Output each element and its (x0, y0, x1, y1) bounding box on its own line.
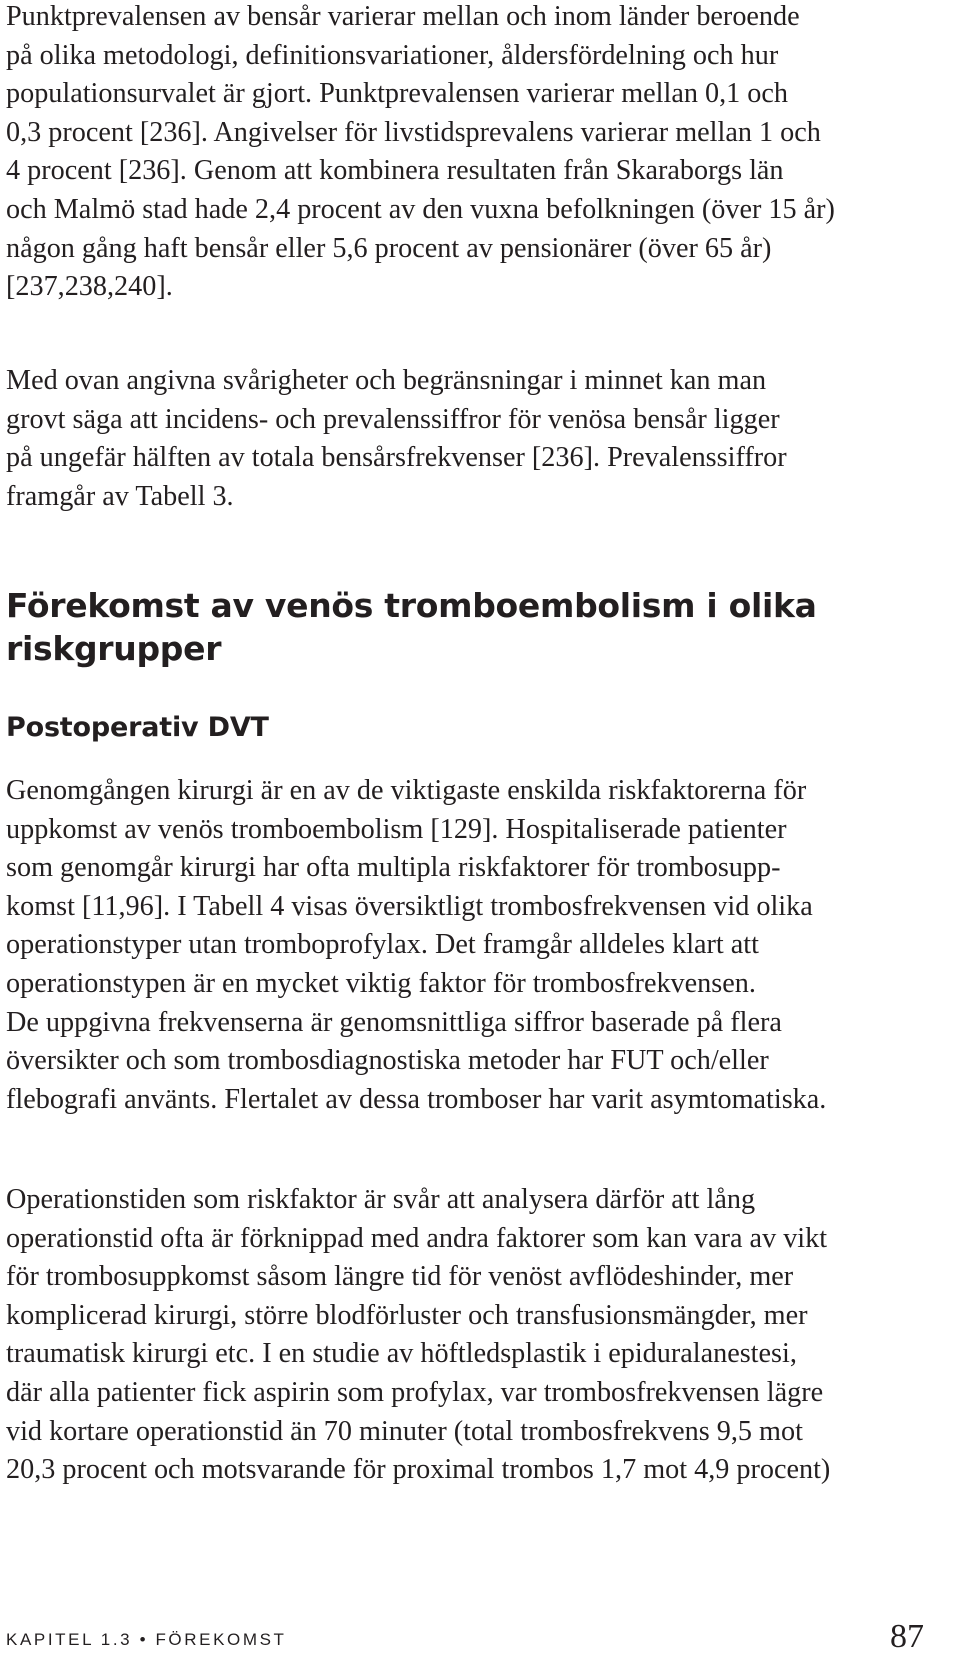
text-line: grovt säga att incidens- och prevalenssiffror för venösa bensår ligger (6, 403, 780, 435)
text-line: operationstypen är en mycket viktig faktor för trombosfrekvensen. (6, 967, 756, 999)
text-line: 20,3 procent och motsvarande för proximal trombos 1,7 mot 4,9 procent) (6, 1454, 831, 1486)
text-line: uppkomst av venös tromboembolism [129]. Hospitaliserade patienter (6, 813, 787, 845)
text-line: som genomgår kirurgi har ofta multipla riskfaktorer för trombosupp- (6, 852, 781, 884)
text-line: på olika metodologi, definitionsvariationer, åldersfördelning och hur (6, 39, 779, 71)
paragraph-operation-time (6, 1181, 830, 1490)
text-line: komplicerad kirurgi, större blodförluster och transfusionsmängder, mer (6, 1299, 808, 1331)
text-line: och Malmö stad hade 2,4 procent av den vuxna befolkningen (över 15 år) (6, 193, 835, 225)
page-footer (6, 1618, 924, 1658)
text-line: på ungefär hälften av totala bensårsfrekvenser [236]. Prevalenssiffror (6, 442, 787, 474)
text-line: 0,3 procent [236]. Angivelser för livstidsprevalens varierar mellan 1 och (6, 116, 821, 148)
page-number: 87 (890, 1618, 924, 1655)
running-footer-label: KAPITEL 1.3 • FÖREKOMST (6, 1630, 287, 1649)
text-line: för trombosuppkomst såsom längre tid för venöst avflödeshinder, mer (6, 1261, 794, 1293)
section-heading (6, 584, 817, 670)
text-line: komst [11,96]. I Tabell 4 visas översiktligt trombosfrekvensen vid olika (6, 890, 813, 922)
text-line: Med ovan angivna svårigheter och begränsningar i minnet kan man (6, 365, 767, 396)
text-line: operationstid ofta är förknippad med andra faktorer som kan vara av vikt (6, 1222, 828, 1254)
paragraph-incidence (6, 362, 787, 516)
heading-line: Förekomst av venös tromboembolism i olika (6, 586, 817, 625)
text-line: flebografi använts. Flertalet av dessa tromboser har varit asymtomatiska. (6, 1083, 827, 1115)
text-line: 4 procent [236]. Genom att kombinera resultaten från Skaraborgs län (6, 155, 784, 187)
text-line: operationstyper utan tromboprofylax. Det framgår alldeles klart att (6, 929, 759, 961)
text-line: Operationstiden som riskfaktor är svår att analysera därför att lång (6, 1184, 756, 1215)
paragraph-postoperative-dvt (6, 772, 826, 1119)
text-line: där alla patienter fick aspirin som profylax, var trombosfrekvensen lägre (6, 1376, 824, 1408)
subsection-heading: Postoperativ DVT (6, 712, 269, 743)
paragraph-prevalence (6, 0, 835, 307)
heading-line: riskgrupper (6, 629, 222, 668)
text-line: Punktprevalensen av bensår varierar mellan och inom länder beroende (6, 1, 800, 32)
text-line: översikter och som trombosdiagnostiska metoder har FUT och/eller (6, 1045, 769, 1077)
text-line: vid kortare operationstid än 70 minuter (total trombosfrekvens 9,5 mot (6, 1415, 803, 1447)
text-line: framgår av Tabell 3. (6, 480, 234, 512)
text-line: populationsurvalet är gjort. Punktprevalensen varierar mellan 0,1 och (6, 78, 788, 110)
text-line: [237,238,240]. (6, 271, 173, 303)
text-line: någon gång haft bensår eller 5,6 procent av pensionärer (över 65 år) (6, 232, 772, 264)
text-line: Genomgången kirurgi är en av de viktigaste enskilda riskfaktorerna för (6, 775, 807, 806)
text-line: De uppgivna frekvenserna är genomsnittliga siffror baserade på flera (6, 1006, 782, 1038)
text-line: traumatisk kirurgi etc. I en studie av höftledsplastik i epiduralanestesi, (6, 1338, 797, 1370)
